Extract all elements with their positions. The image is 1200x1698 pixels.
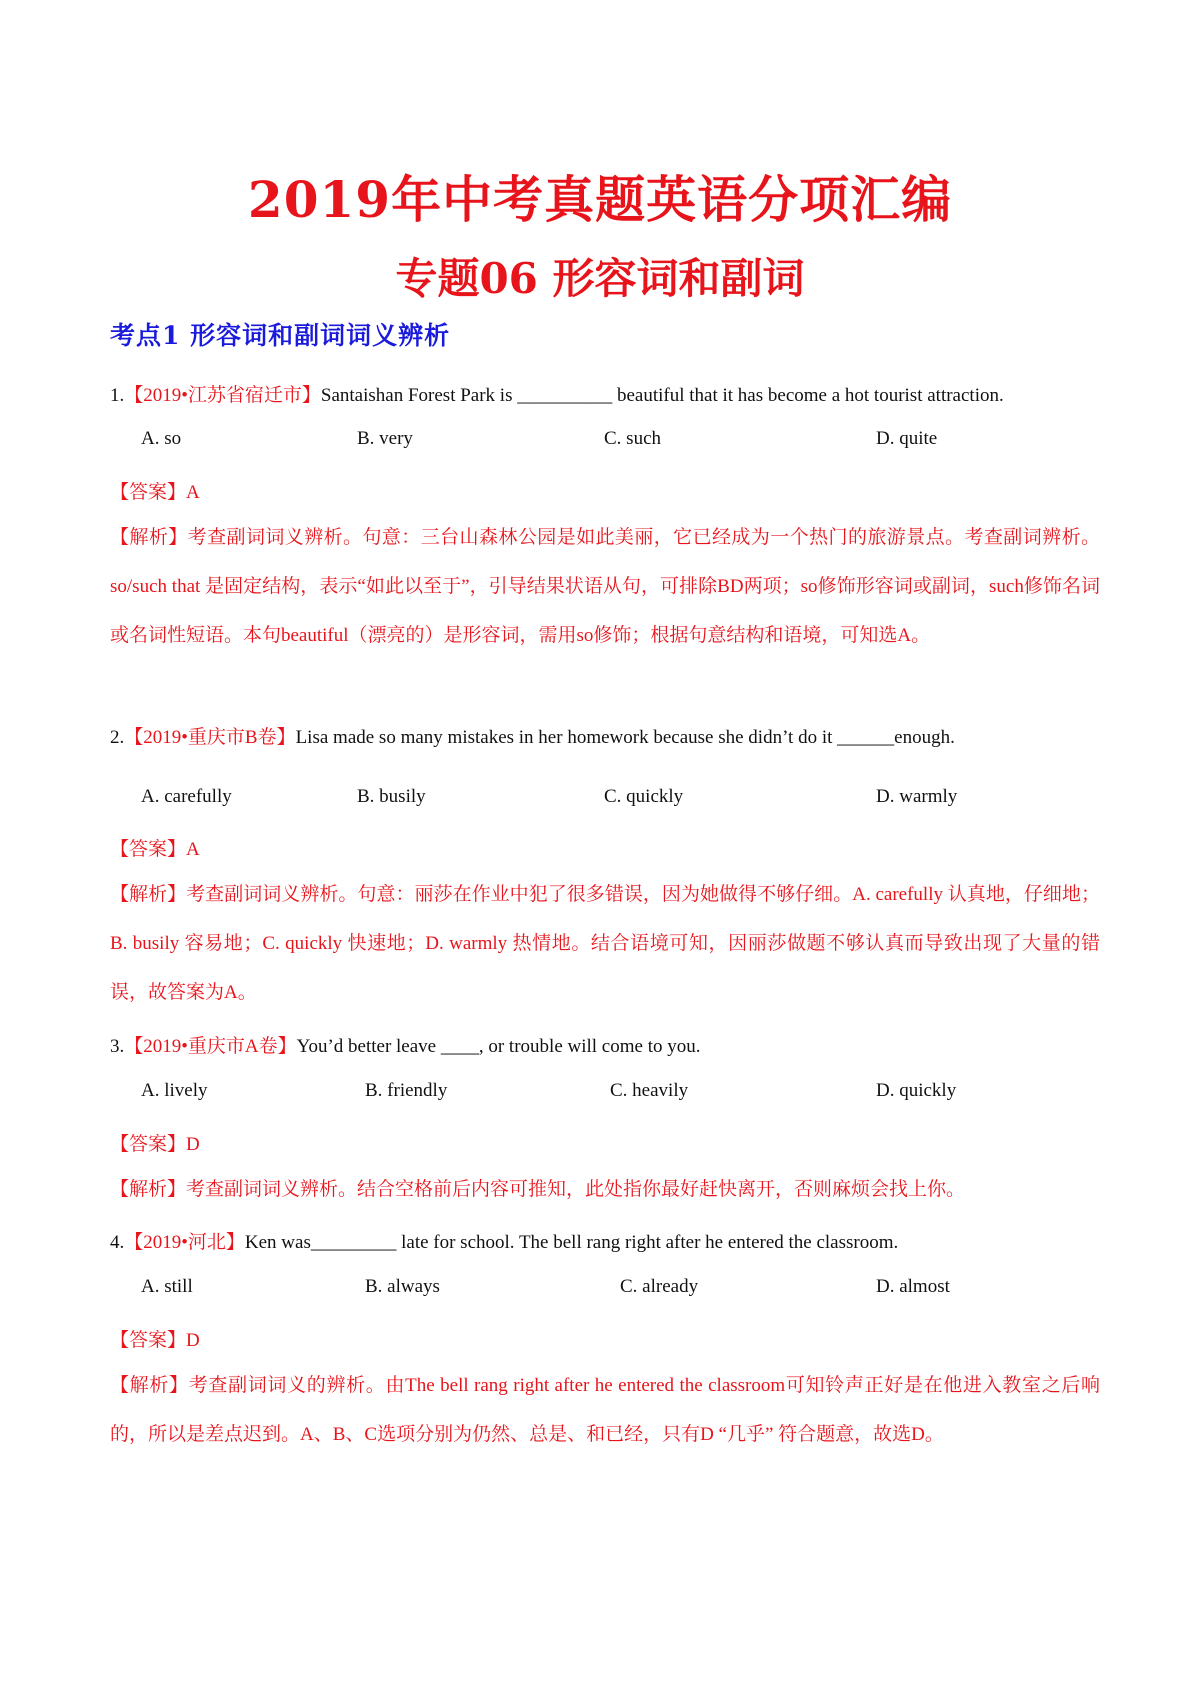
question-1-stem [110, 380, 1100, 407]
answer: 【答案】A [110, 482, 200, 503]
question-4-stem [110, 1227, 1100, 1254]
page-subtitle: 专题06 形容词和副词 [395, 254, 805, 303]
question-source: 【2019•重庆市A卷】 [124, 1036, 297, 1057]
option-c: C. heavily [610, 1080, 689, 1101]
answer: 【答案】A [110, 839, 200, 860]
section-heading: 考点1 形容词和副词词义辨析 [110, 321, 451, 350]
option-a: A. lively [141, 1080, 208, 1101]
option-a: A. so [141, 428, 182, 449]
option-b: B. always [365, 1276, 440, 1297]
question-source: 【2019•河北】 [124, 1232, 245, 1253]
answer: 【答案】D [110, 1330, 200, 1351]
option-d: D. almost [876, 1276, 950, 1297]
analysis: 【解析】考查副词词义辨析。结合空格前后内容可推知，此处指你最好赶快离开，否则麻烦会找上你。 [110, 1179, 966, 1200]
question-source: 【2019•重庆市B卷】 [124, 727, 296, 748]
option-b: B. friendly [365, 1080, 448, 1101]
option-d: D. quickly [876, 1080, 957, 1101]
question-number: 2. [110, 727, 125, 748]
question-text: Santaishan Forest Park is __________ beautiful that it has become a hot tourist attraction. [320, 385, 1004, 406]
question-text: Ken was_________ late for school. The bell rang right after he entered the classroom. [244, 1232, 899, 1253]
question-source: 【2019•江苏省宿迁市】 [124, 385, 321, 406]
option-c: C. already [620, 1276, 699, 1297]
option-c: C. quickly [604, 786, 684, 807]
analysis: 【解析】考查副词词义的辨析。由The bell rang right after he entered the classroom可知铃声正好是在他进入教室之后响的，所以是差点迟到。A、B、C选项分别为仍然、总是、和已经，只有D “几乎” 符合题意，故选D。 [110, 1375, 1100, 1445]
option-a: A. carefully [141, 786, 232, 807]
question-number: 4. [110, 1232, 125, 1253]
option-b: B. busily [357, 786, 426, 807]
option-d: D. quite [876, 428, 938, 449]
page-title: 2019年中考真题英语分项汇编 [247, 170, 953, 229]
question-3-stem [110, 1031, 1100, 1058]
option-d: D. warmly [876, 786, 958, 807]
question-number: 1. [110, 385, 125, 406]
analysis: 【解析】考查副词词义辨析。句意：三台山森林公园是如此美丽，它已经成为一个热门的旅游景点。考查副词辨析。so/such that 是固定结构，表示“如此以至于”，引导结果状语从句，可排除BD两项；so修饰形容词或副词，such修饰名词或名词性短语。本句beautiful（漂亮的）是形容词，需用so修饰；根据句意结构和语境，可知选A。 [110, 527, 1100, 646]
question-text: You’d better leave ____, or trouble will come to you. [296, 1036, 701, 1057]
question-number: 3. [110, 1036, 125, 1057]
answer: 【答案】D [110, 1134, 200, 1155]
option-a: A. still [141, 1276, 193, 1297]
option-c: C. such [604, 428, 661, 449]
question-2-stem [110, 722, 1100, 749]
option-b: B. very [357, 428, 413, 449]
question-text: Lisa made so many mistakes in her homework because she didn’t do it ______enough. [295, 727, 955, 748]
analysis: 【解析】考查副词词义辨析。句意：丽莎在作业中犯了很多错误，因为她做得不够仔细。A. carefully 认真地，仔细地；B. busily 容易地；C. quickly 快速地；D. warmly 热情地。结合语境可知，因丽莎做题不够认真而导致出现了大量的错误，故答案为A。 [110, 884, 1100, 1003]
